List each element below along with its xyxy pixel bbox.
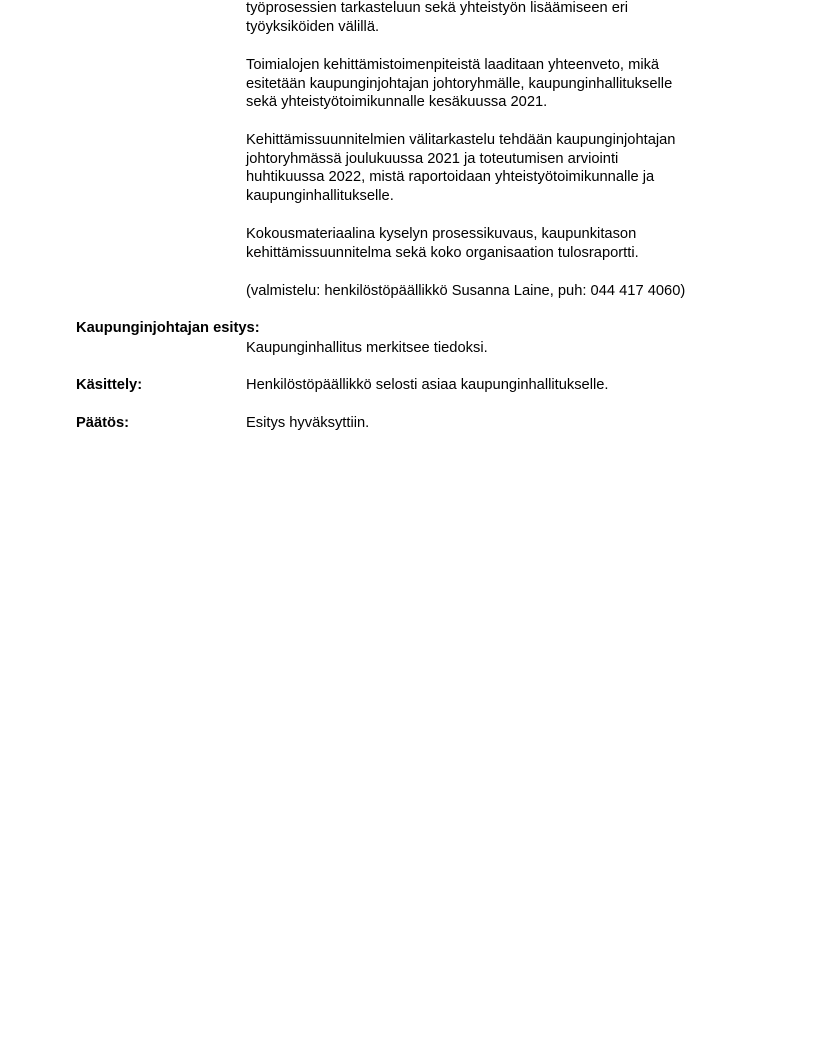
materials-line-2: kehittämissuunnitelma sekä koko organisaation tulosraportti. — [246, 244, 639, 261]
summary-line-3: sekä yhteistyötoimikunnalle kesäkuussa 2021. — [246, 94, 548, 111]
summary-line-2: esitetään kaupunginjohtajan johtoryhmälle, kaupunginhallitukselle — [246, 75, 673, 92]
review-line-3: huhtikuussa 2022, mistä raportoidaan yhteistyötoimikunnalle ja — [246, 169, 655, 186]
handling-text: Henkilöstöpäällikkö selosti asiaa kaupunginhallitukselle. — [246, 377, 609, 393]
review-line-1: Kehittämissuunnitelmien välitarkastelu tehdään kaupunginjohtajan — [246, 132, 676, 148]
review-line-4: kaupunginhallitukselle. — [246, 188, 394, 205]
intro-line-2: työyksiköiden välillä. — [246, 18, 380, 35]
summary-line-1: Toimialojen kehittämistoimenpiteistä laaditaan yhteenveto, mikä — [246, 57, 660, 73]
decision-text: Esitys hyväksyttiin. — [246, 415, 370, 431]
review-line-2: johtoryhmässä joulukuussa 2021 ja toteutumisen arviointi — [246, 150, 619, 167]
handling-label: Käsittely: — [76, 377, 143, 393]
decision-label: Päätös: — [76, 415, 130, 431]
proposal-text: Kaupunginhallitus merkitsee tiedoksi. — [246, 340, 488, 356]
materials-paragraph — [246, 225, 746, 262]
intro-line-1: työprosessien tarkasteluun sekä yhteistyön lisäämiseen eri — [246, 0, 629, 16]
preparer-note-text: (valmistelu: henkilöstöpäällikkö Susanna Laine, puh: 044 417 4060) — [246, 283, 686, 299]
materials-line-1: Kokousmateriaalina kyselyn prosessikuvaus, kaupunkitason — [246, 226, 637, 242]
proposal-label: Kaupunginjohtajan esitys: — [76, 320, 260, 336]
review-paragraph — [246, 131, 746, 206]
preparer-note — [246, 282, 746, 301]
summary-paragraph — [246, 56, 746, 112]
intro-paragraph — [246, 0, 746, 36]
